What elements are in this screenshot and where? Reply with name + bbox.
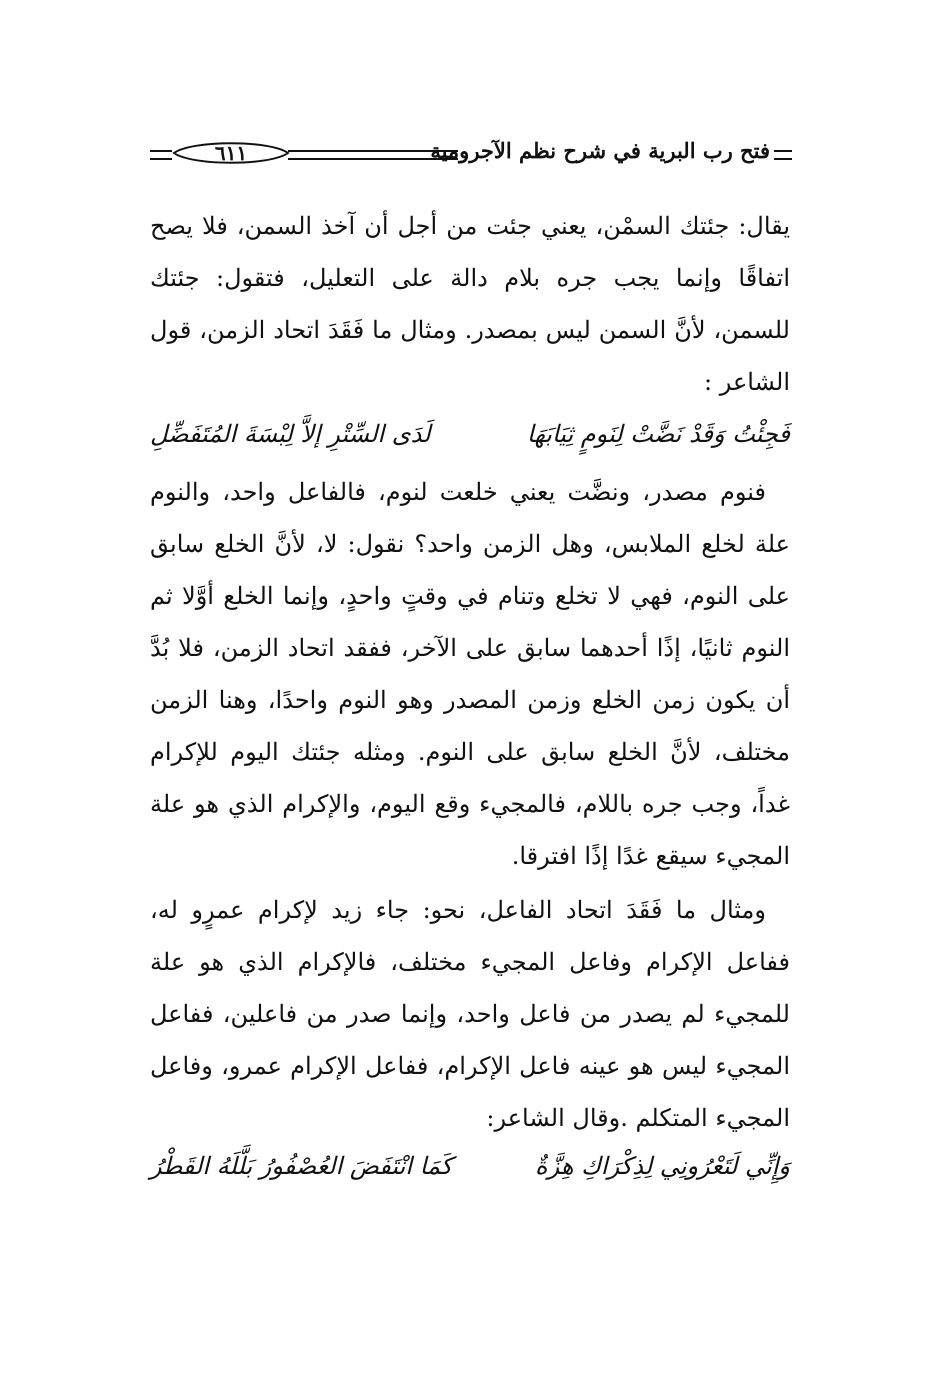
paragraph-3: ومثال ما فَقَدَ اتحاد الفاعل، نحو: جاء زيد لإكرام عمرٍو له، ففاعل الإكرام وفاعل المجيء مختلف، فالإكرام الذي هو علة للمجيء لم يصدر من فاعل واحد، وإنما صدر من فاعلين، ففاعل المجيء ليس هو عينه فاعل الإكرام، ففاعل الإكرام عمرو، وفاعل المجيء المتكلم .وقال الشاعر: (150, 896, 790, 1132)
verse-2-first-hemistich: وَإِنِّي لَتَعْرُونِي لِذِكْرَاكِ هِزَّةٌ (535, 1152, 790, 1180)
book-title: فتح رب البرية في شرح نظم الآجرومية (430, 138, 770, 163)
page-number-frame (172, 138, 290, 168)
verse-1-first-hemistich: فَجِئْتُ وَقَدْ نَضَّتْ لِنَومٍ ثِيَابَهَا (526, 420, 790, 448)
page-number: ٦١١ (214, 141, 248, 165)
header-rule-right (774, 150, 792, 160)
verse-1 (150, 420, 790, 464)
header-rule-left (150, 150, 172, 160)
paragraph-2: فنوم مصدر، ونضَّت يعني خلعت لنوم، فالفاعل واحد، والنوم علة لخلع الملابس، وهل الزمن واحد؟ نقول: لا، لأنَّ الخلع سابق على النوم، فهي لا تخلع وتنام في وقتٍ واحدٍ، وإنما الخلع أوَّلا ثم النوم ثانيًا، إذًا أحدهما سابق على الآخر، ففقد اتحاد الزمن، فلا بُدَّ أن يكون زمن الخلع وزمن المصدر وهو النوم واحدًا، وهنا الزمن مختلف، لأنَّ الخلع سابق على النوم. ومثله جئتك اليوم للإكرام غداً، وجب جره باللام، فالمجيء وقع اليوم، والإكرام الذي هو علة المجيء سيقع غدًا إذًا افترقا. (150, 478, 790, 870)
paragraph-1: يقال: جئتك السمْن، يعني جئت من أجل أن آخذ السمن، فلا يصح اتفاقًا وإنما يجب جره بلام دالة على التعليل، فتقول: جئتك للسمن، لأنَّ السمن ليس بمصدر. ومثال ما فَقَدَ اتحاد الزمن، قول الشاعر : (150, 212, 790, 396)
verse-2 (150, 1152, 790, 1196)
verse-2-second-hemistich: كَمَا انْتَفَضَ العُصْفُورُ بَلَّلَهُ القَطْرُ (150, 1152, 453, 1180)
running-header (150, 136, 792, 176)
header-rule-middle (288, 150, 458, 160)
verse-1-second-hemistich: لَدَى السِّتْرِ إلاَّ لِبْسَةَ المُتَفَضِّلِ (150, 420, 431, 448)
